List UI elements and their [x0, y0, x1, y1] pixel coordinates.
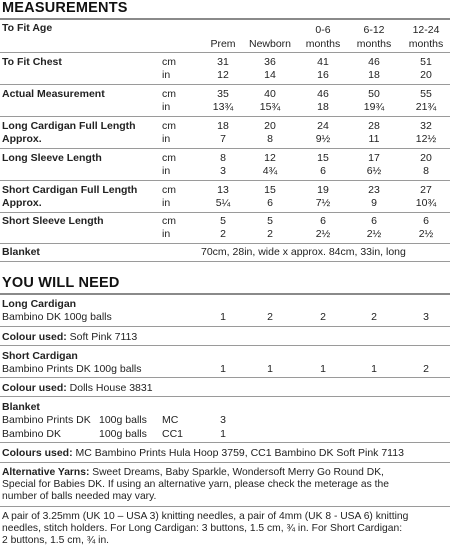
long-cardigan-colour [2, 331, 137, 343]
value-cm: 20 [420, 152, 432, 164]
measurement-label: Actual Measurement [2, 88, 105, 100]
unit-cm: cm [162, 152, 176, 164]
blanket-yarn: Bambino Prints DK [2, 414, 91, 426]
value-in: 8 [267, 133, 273, 145]
size-header-top: 6-12 [363, 24, 385, 36]
measurements-heading: MEASUREMENTS [2, 0, 128, 16]
value-in: 2 [220, 228, 226, 240]
size-header-bottom: months [305, 38, 341, 50]
size-header-bottom: months [408, 38, 444, 50]
alt-yarns-line: Sweet Dreams, Baby Sparkle, Wondersoft Merry Go Round DK, [92, 467, 384, 478]
colours-used-value: MC Bambino Prints Hula Hoop 3759, CC1 Bambino DK Soft Pink 7113 [75, 447, 404, 459]
divider [0, 84, 450, 85]
value-cm: 17 [368, 152, 380, 164]
needles-line: 2 buttons, 1.5 cm, ¾ in. [2, 535, 110, 546]
value-in: 6 [267, 197, 273, 209]
size-header-top: 0-6 [315, 24, 331, 36]
needles-line: A pair of 3.25mm (UK 10 – USA 3) knitting needles, a pair of 4mm (UK 8 - USA 6) knitting [2, 511, 409, 522]
unit-cm: cm [162, 120, 176, 132]
divider [0, 148, 450, 149]
needles-line: needles, stitch holders. For Long Cardigan: 3 buttons, 1.5 cm, ¾ in. For Short Cardigan: [2, 523, 403, 534]
measurement-label: Approx. [2, 133, 42, 145]
colour-used-label: Colour used: [2, 331, 67, 343]
value-cm: 36 [264, 56, 276, 68]
divider [0, 462, 450, 463]
value-cm: 20 [264, 120, 276, 132]
ball-count: 2 [267, 311, 273, 323]
divider [0, 52, 450, 53]
value-in: 7 [220, 133, 226, 145]
value-cm: 55 [420, 88, 432, 100]
unit-in: in [162, 101, 171, 113]
short-cardigan-colour [2, 382, 153, 394]
unit-in: in [162, 197, 171, 209]
short-cardigan-yarn: Bambino Prints DK 100g balls [2, 363, 142, 375]
value-cm: 18 [217, 120, 229, 132]
unit-in: in [162, 69, 171, 81]
blanket-unit: 100g balls [99, 428, 147, 440]
divider [0, 180, 450, 181]
value-in: 3 [220, 165, 226, 177]
measurement-label: To Fit Chest [2, 56, 62, 68]
value-in: 12½ [415, 133, 437, 145]
blanket-measure-value: 70cm, 28in, wide x approx. 84cm, 33in, long [201, 246, 406, 258]
value-in: 15¾ [259, 101, 281, 113]
ball-count: 1 [267, 363, 273, 375]
long-cardigan-title: Long Cardigan [2, 298, 77, 310]
alt-yarns-line: number of balls needed may vary. [2, 491, 157, 502]
divider [0, 377, 450, 378]
value-in: 20 [420, 69, 432, 81]
divider [0, 326, 450, 327]
value-in: 2½ [366, 228, 382, 240]
value-cm: 12 [264, 152, 276, 164]
ball-count: 1 [220, 363, 226, 375]
value-in: 5¼ [215, 197, 231, 209]
value-in: 13¾ [212, 101, 234, 113]
value-in: 6 [320, 165, 326, 177]
divider [0, 506, 450, 507]
value-cm: 46 [317, 88, 329, 100]
value-cm: 31 [217, 56, 229, 68]
ball-count: 1 [320, 363, 326, 375]
value-cm: 5 [220, 215, 226, 227]
blanket-yarn: Bambino DK [2, 428, 61, 440]
ball-count: 2 [320, 311, 326, 323]
value-in: 2 [267, 228, 273, 240]
blanket-colours [2, 447, 404, 459]
divider [0, 442, 450, 443]
value-in: 6½ [366, 165, 382, 177]
divider [0, 293, 450, 295]
value-cm: 27 [420, 184, 432, 196]
value-in: 9½ [315, 133, 331, 145]
measurement-label: Approx. [2, 197, 42, 209]
value-cm: 35 [217, 88, 229, 100]
ball-count: 2 [423, 363, 429, 375]
divider [0, 116, 450, 117]
unit-in: in [162, 228, 171, 240]
value-cm: 32 [420, 120, 432, 132]
blanket-qty: 3 [220, 414, 226, 426]
measurement-label: Long Cardigan Full Length [2, 120, 136, 132]
value-in: 12 [217, 69, 229, 81]
fit-age-label: To Fit Age [2, 22, 53, 34]
value-in: 16 [317, 69, 329, 81]
blanket-unit: 100g balls [99, 414, 147, 426]
blanket-qty: 1 [220, 428, 226, 440]
short-cardigan-title: Short Cardigan [2, 350, 78, 362]
unit-in: in [162, 133, 171, 145]
value-cm: 23 [368, 184, 380, 196]
long-cardigan-yarn: Bambino DK 100g balls [2, 311, 112, 323]
measurement-label: Short Sleeve Length [2, 215, 104, 227]
needles-and-notions [2, 511, 448, 547]
blanket-code: MC [162, 414, 179, 426]
value-cm: 28 [368, 120, 380, 132]
value-cm: 24 [317, 120, 329, 132]
unit-cm: cm [162, 88, 176, 100]
value-cm: 50 [368, 88, 380, 100]
unit-in: in [162, 165, 171, 177]
unit-cm: cm [162, 56, 176, 68]
value-cm: 41 [317, 56, 329, 68]
value-cm: 8 [220, 152, 226, 164]
unit-cm: cm [162, 215, 176, 227]
value-cm: 5 [267, 215, 273, 227]
value-cm: 13 [217, 184, 229, 196]
alt-yarns-label: Alternative Yarns: [2, 467, 90, 478]
value-in: 7½ [315, 197, 331, 209]
value-cm: 46 [368, 56, 380, 68]
value-cm: 6 [423, 215, 429, 227]
value-in: 19¾ [363, 101, 385, 113]
divider [0, 212, 450, 213]
colours-used-label: Colours used: [2, 447, 73, 459]
divider [0, 243, 450, 244]
value-cm: 15 [264, 184, 276, 196]
value-in: 9 [371, 197, 377, 209]
blanket-code: CC1 [162, 428, 184, 440]
measurement-label: Short Cardigan Full Length [2, 184, 138, 196]
value-in: 11 [368, 133, 380, 145]
blanket-measure-label: Blanket [2, 246, 40, 258]
value-in: 18 [317, 101, 329, 113]
size-header-top: 12-24 [412, 24, 440, 36]
ball-count: 1 [371, 363, 377, 375]
size-header-bottom: months [356, 38, 392, 50]
value-in: 14 [264, 69, 276, 81]
divider [0, 261, 450, 262]
value-in: 2½ [315, 228, 331, 240]
value-in: 10¾ [415, 197, 437, 209]
alternative-yarns [2, 467, 448, 503]
value-cm: 6 [371, 215, 377, 227]
value-in: 8 [423, 165, 429, 177]
value-cm: 15 [317, 152, 329, 164]
value-in: 2½ [418, 228, 434, 240]
blanket-title: Blanket [2, 401, 40, 413]
value-in: 4¾ [262, 165, 278, 177]
value-in: 18 [368, 69, 380, 81]
value-cm: 40 [264, 88, 276, 100]
value-cm: 51 [420, 56, 432, 68]
size-header-bottom: Prem [210, 38, 236, 50]
divider [0, 396, 450, 397]
unit-cm: cm [162, 184, 176, 196]
colour-used-value: Dolls House 3831 [69, 382, 153, 394]
value-cm: 6 [320, 215, 326, 227]
ball-count: 2 [371, 311, 377, 323]
ball-count: 3 [423, 311, 429, 323]
colour-used-value: Soft Pink 7113 [69, 331, 138, 343]
alt-yarns-line: Special for Babies DK. If using an alternative yarn, please check the meterage as the [2, 479, 389, 490]
divider [0, 18, 450, 20]
you-will-need-heading: YOU WILL NEED [2, 275, 120, 291]
value-cm: 19 [317, 184, 329, 196]
value-in: 21¾ [415, 101, 437, 113]
ball-count: 1 [220, 311, 226, 323]
divider [0, 345, 450, 346]
measurement-label: Long Sleeve Length [2, 152, 102, 164]
size-header-bottom: Newborn [248, 38, 292, 50]
colour-used-label: Colour used: [2, 382, 67, 394]
